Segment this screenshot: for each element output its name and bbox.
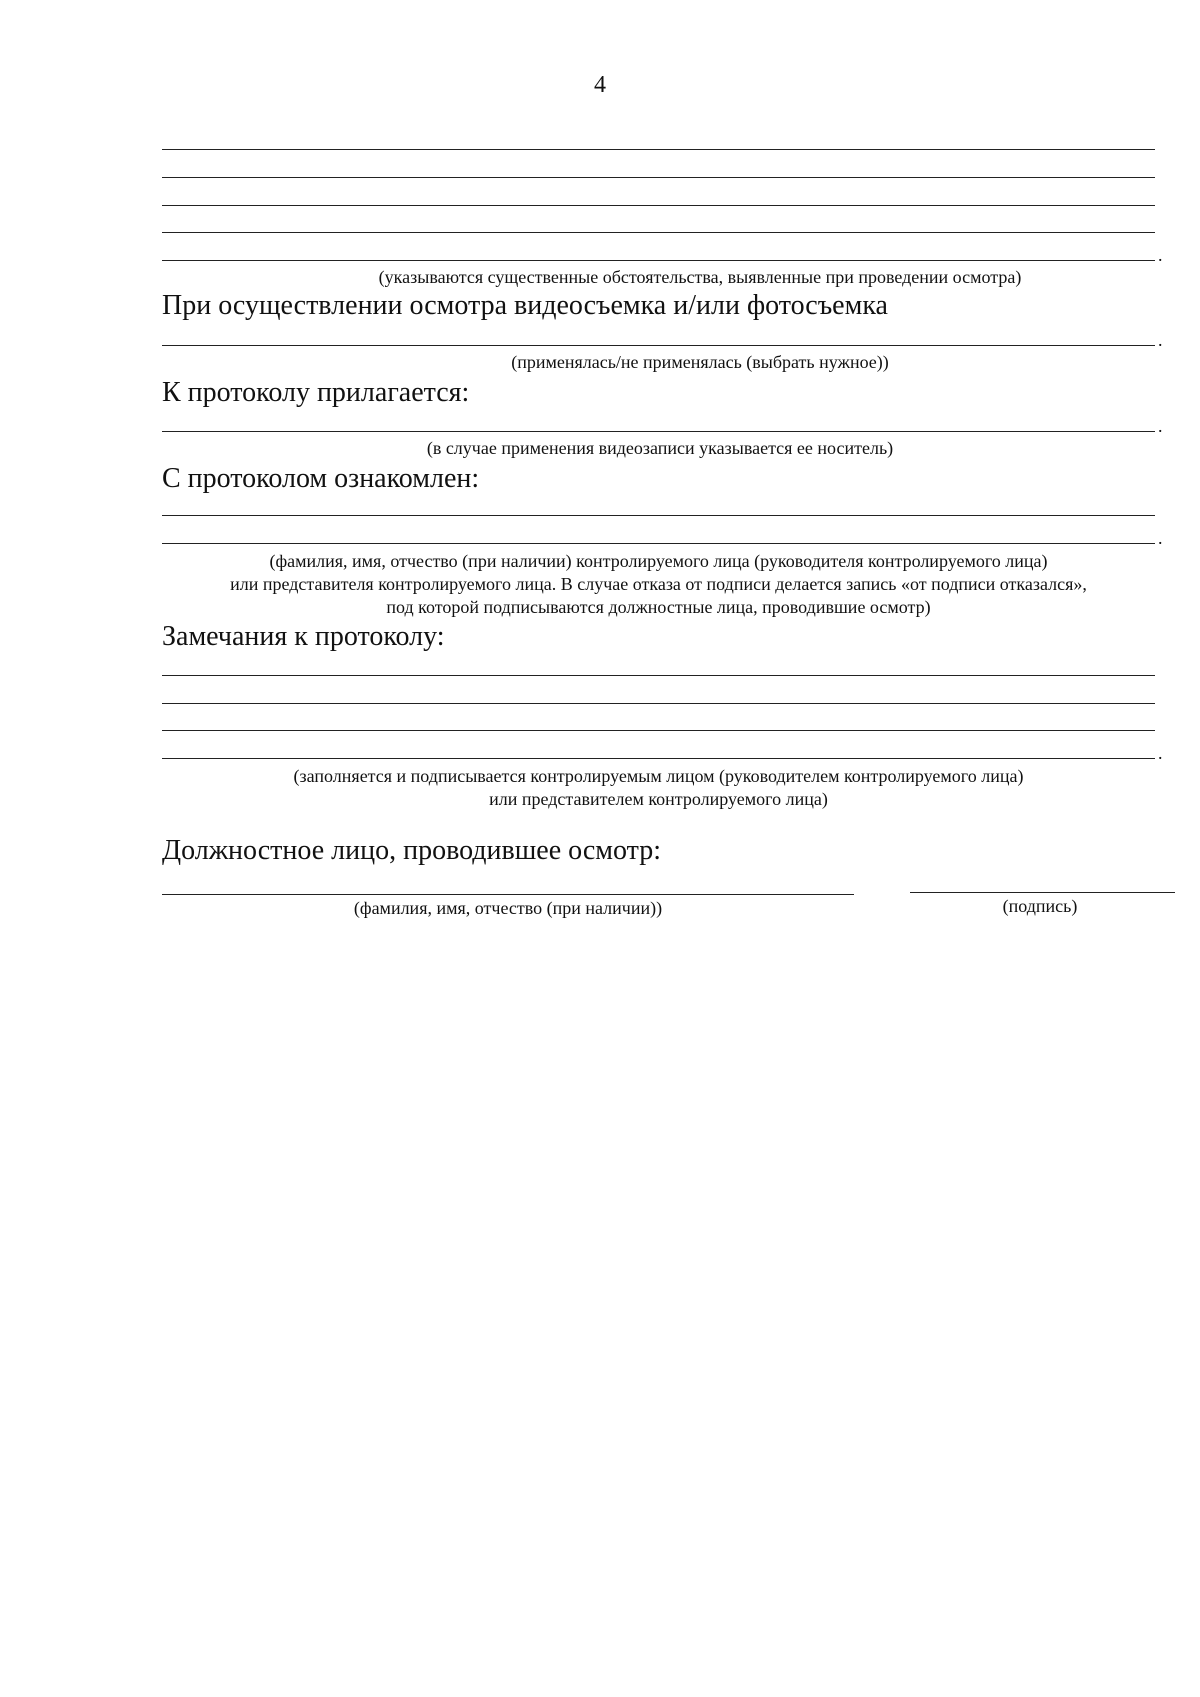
line-end-period: .	[1158, 330, 1163, 350]
page-number: 4	[594, 72, 606, 98]
blank-line	[162, 205, 1155, 206]
acquainted-heading: С протоколом ознакомлен:	[162, 463, 480, 494]
acquainted-caption-line-2: или представителя контролируемого лица. В случае отказа от подписи делается запись «от подписи отказался»,	[230, 574, 1087, 594]
line-end-period: .	[1158, 245, 1163, 265]
official-heading: Должностное лицо, проводившее осмотр:	[162, 835, 661, 866]
official-name-caption: (фамилия, имя, отчество (при наличии))	[353, 898, 663, 918]
blank-line	[162, 543, 1155, 544]
blank-line	[162, 703, 1155, 704]
blank-line	[162, 149, 1155, 150]
attachment-heading: К протоколу прилагается:	[162, 377, 470, 408]
blank-line	[162, 730, 1155, 731]
official-signature-caption: (подпись)	[1002, 896, 1078, 916]
official-name-line[interactable]	[162, 894, 854, 895]
media-heading: При осуществлении осмотра видеосъемка и/или фотосъемка	[162, 290, 888, 321]
blank-line	[162, 177, 1155, 178]
acquainted-caption-line-3: под которой подписываются должностные лица, проводившие осмотр)	[386, 597, 931, 617]
blank-line	[162, 232, 1155, 233]
remarks-caption-line-2: или представителем контролируемого лица)	[489, 789, 828, 809]
blank-line	[162, 675, 1155, 676]
acquainted-caption-line-1: (фамилия, имя, отчество (при наличии) контролируемого лица (руководителя контролируемого лица)	[269, 551, 1048, 571]
blank-line	[162, 345, 1155, 346]
official-signature-line[interactable]	[910, 892, 1175, 893]
line-end-period: .	[1158, 416, 1163, 436]
circumstances-caption: (указываются существенные обстоятельства, выявленные при проведении осмотра)	[378, 267, 1022, 287]
blank-line	[162, 431, 1155, 432]
media-caption: (применялась/не применялась (выбрать нужное))	[511, 352, 889, 372]
blank-line	[162, 260, 1155, 261]
line-end-period: .	[1158, 528, 1163, 548]
remarks-caption-line-1: (заполняется и подписывается контролируемым лицом (руководителем контролируемого лица)	[293, 766, 1024, 786]
remarks-heading: Замечания к протоколу:	[162, 621, 445, 652]
blank-line	[162, 515, 1155, 516]
blank-line	[162, 758, 1155, 759]
attachment-caption: (в случае применения видеозаписи указывается ее носитель)	[426, 438, 894, 458]
line-end-period: .	[1158, 743, 1163, 763]
